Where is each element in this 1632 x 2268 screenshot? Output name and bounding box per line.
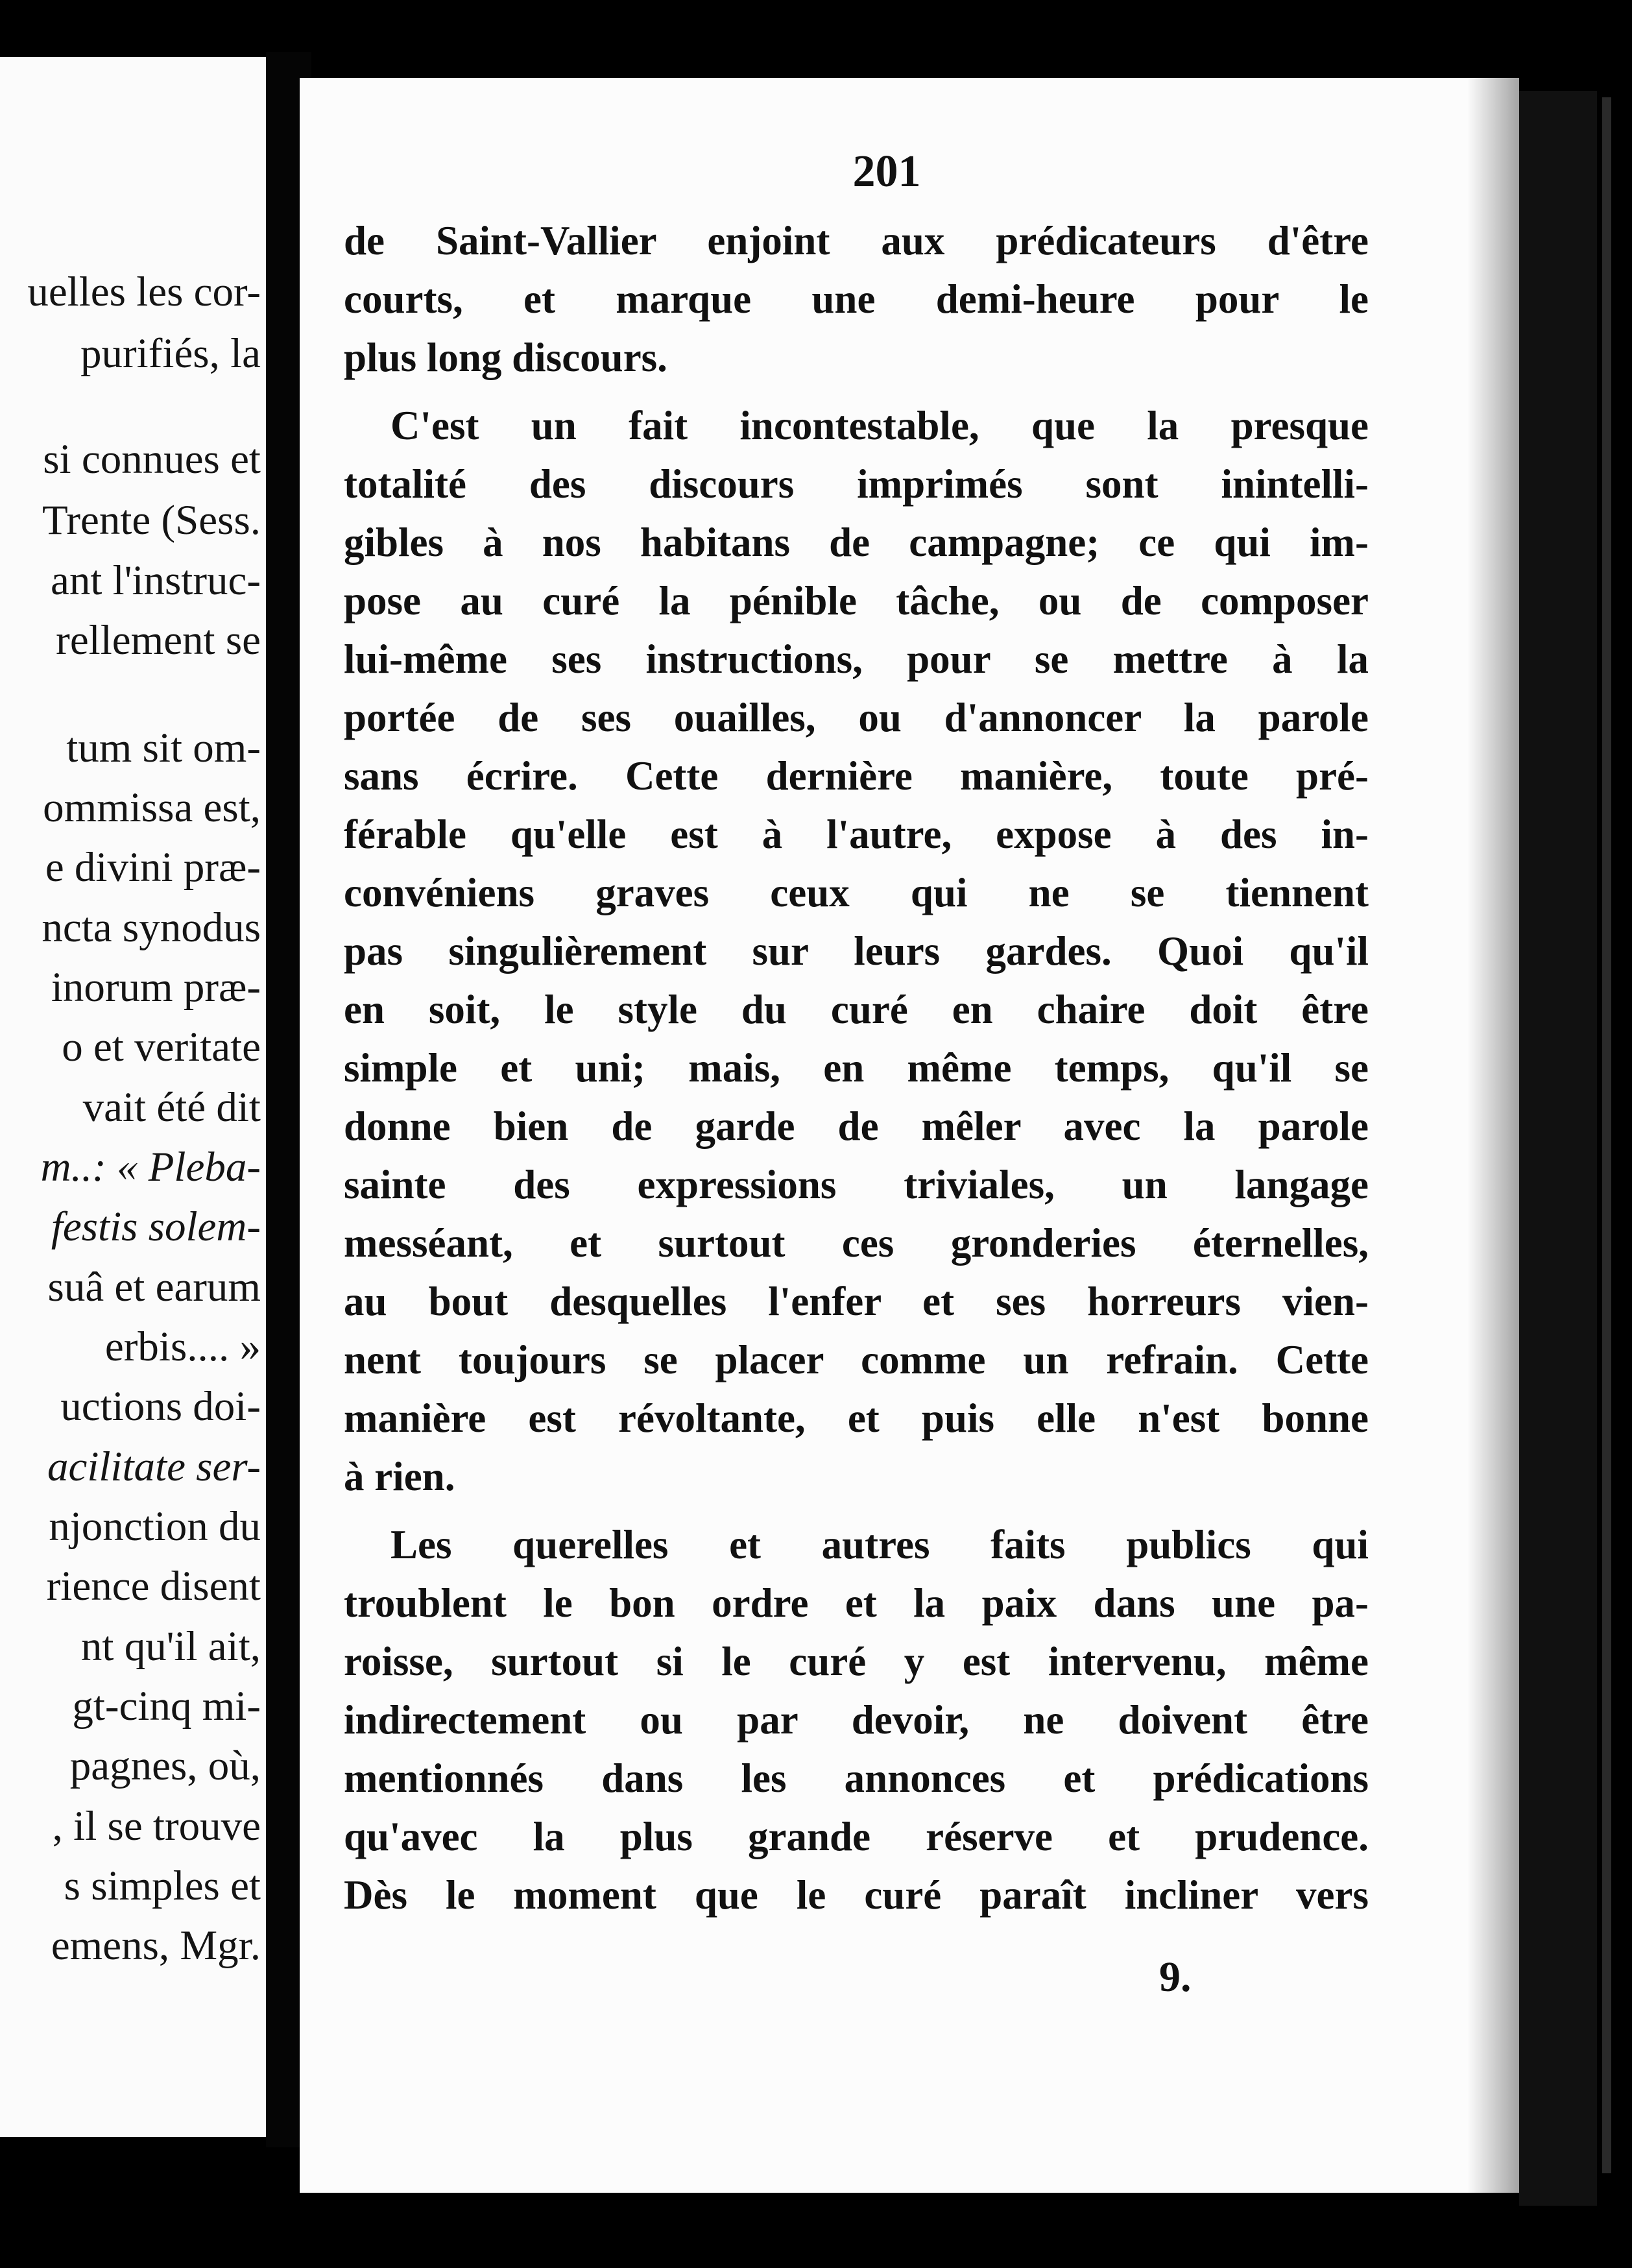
body-line: simple et uni; mais, en même temps, qu'il se — [344, 1045, 1369, 1091]
left-page-line: rience disent — [46, 1563, 261, 1610]
body-line: Dès le moment que le curé paraît incliner vers — [344, 1872, 1369, 1918]
body-line: mentionnés dans les annonces et prédications — [344, 1755, 1369, 1801]
left-page-line: purifiés, la — [80, 330, 261, 377]
left-page-line: uelles les cor- — [27, 269, 261, 315]
body-line: totalité des discours imprimés sont inintelli- — [344, 461, 1369, 507]
body-line: pas singulièrement sur leurs gardes. Quoi qu'il — [344, 928, 1369, 974]
body-line: à rien. — [344, 1454, 455, 1499]
left-page-line: o et veritate — [62, 1024, 261, 1070]
body-line: au bout desquelles l'enfer et ses horreurs vien- — [344, 1279, 1369, 1324]
left-page-line: Trente (Sess. — [42, 497, 261, 544]
signature-mark: 9. — [1159, 1953, 1192, 2001]
left-page-line: pagnes, où, — [69, 1743, 261, 1789]
body-line: portée de ses ouailles, ou d'annoncer la parole — [344, 695, 1369, 740]
body-line: messéant, et surtout ces gronderies éternelles, — [344, 1220, 1369, 1266]
left-page-line: ant l'instruc- — [51, 557, 261, 604]
left-page-line: suâ et earum — [47, 1264, 261, 1310]
left-page-line: s simples et — [64, 1863, 261, 1909]
right-page — [300, 78, 1519, 2193]
left-page-line: emens, Mgr. — [51, 1922, 261, 1969]
left-page-line: erbis.... » — [104, 1323, 261, 1370]
body-line: qu'avec la plus grande réserve et prudence. — [344, 1814, 1369, 1859]
book-right-edge — [1519, 91, 1597, 2206]
body-line: plus long discours. — [344, 335, 667, 380]
left-page-line: acilitate ser- — [47, 1443, 261, 1490]
body-line: indirectement ou par devoir, ne doivent être — [344, 1697, 1369, 1743]
body-line: courts, et marque une demi-heure pour le — [344, 276, 1369, 322]
left-page-line: tum sit om- — [66, 725, 261, 771]
page-number: 201 — [852, 147, 921, 197]
body-line: de Saint-Vallier enjoint aux prédicateurs d'être — [344, 218, 1369, 263]
body-line: gibles à nos habitans de campagne; ce qui im- — [344, 520, 1369, 565]
body-line: troublent le bon ordre et la paix dans une pa- — [344, 1580, 1369, 1626]
left-page-line: uctions doi- — [60, 1383, 261, 1430]
body-line: sans écrire. Cette dernière manière, toute pré- — [344, 753, 1369, 799]
body-line: sainte des expressions triviales, un langage — [344, 1162, 1369, 1207]
left-page-line: nt qu'il ait, — [80, 1623, 261, 1670]
left-page-line: , il se trouve — [52, 1803, 261, 1850]
body-line: convéniens graves ceux qui ne se tiennent — [344, 870, 1369, 915]
body-line: Les querelles et autres faits publics qui — [390, 1522, 1369, 1567]
book-edge-line — [1602, 97, 1611, 2173]
body-line: roisse, surtout si le curé y est intervenu, même — [344, 1639, 1369, 1684]
left-facing-page — [0, 57, 272, 2137]
left-page-line: m..: « Pleba- — [40, 1144, 261, 1190]
body-line: en soit, le style du curé en chaire doit être — [344, 987, 1369, 1032]
left-page-line: inorum præ- — [51, 964, 261, 1011]
body-line: manière est révoltante, et puis elle n'est bonne — [344, 1395, 1369, 1441]
page-edge-shadow — [1467, 78, 1519, 2193]
left-page-line: ommissa est, — [43, 784, 261, 831]
body-line: C'est un fait incontestable, que la presque — [390, 403, 1369, 448]
left-page-line: ncta synodus — [42, 904, 261, 951]
body-line: pose au curé la pénible tâche, ou de composer — [344, 578, 1369, 623]
left-page-line: si connues et — [43, 436, 261, 483]
left-page-line: njonction du — [49, 1503, 261, 1550]
body-line: lui-même ses instructions, pour se mettre à la — [344, 636, 1369, 682]
left-page-line: festis solem- — [51, 1203, 261, 1250]
body-line: nent toujours se placer comme un refrain. Cette — [344, 1337, 1369, 1382]
left-page-line: gt-cinq mi- — [72, 1683, 261, 1730]
left-page-line: vait été dit — [82, 1084, 261, 1131]
body-line: férable qu'elle est à l'autre, expose à des in- — [344, 812, 1369, 857]
body-line: donne bien de garde de mêler avec la parole — [344, 1104, 1369, 1149]
left-page-line: e divini præ- — [45, 844, 261, 891]
left-page-line: rellement se — [56, 617, 261, 664]
